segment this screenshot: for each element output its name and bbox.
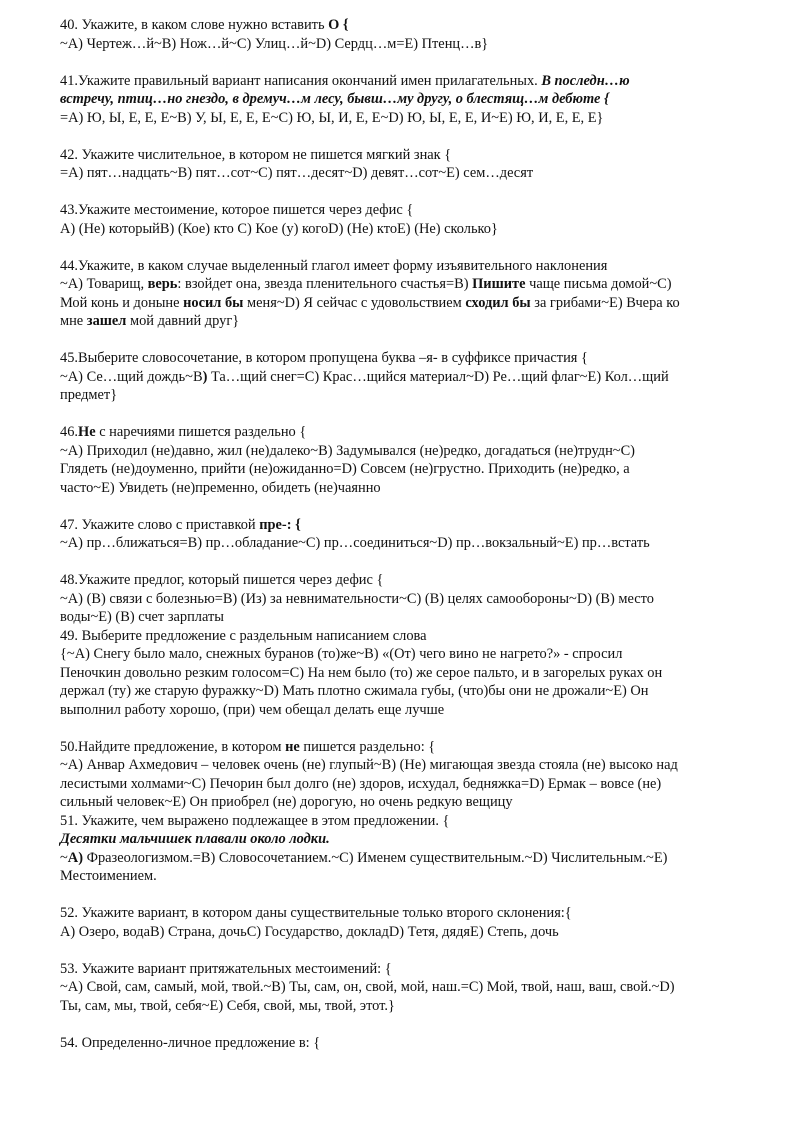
question-line: [60, 1034, 763, 1053]
text-segment: ~А) Приходил (не)давно, жил (не)далеко~В) Задумывался (не)редко, догадаться (не)трудн~С): [60, 442, 635, 459]
text-segment: воды~Е) (В) счет зарплаты: [60, 609, 224, 625]
question-49: [60, 627, 763, 720]
emphasized-text: ): [202, 368, 208, 385]
text-segment: 40. Укажите, в каком слове нужно вставить: [60, 17, 329, 33]
question-47: [60, 516, 763, 553]
text-segment: 41.Укажите правильный вариант написания окончаний имен прилагательных.: [60, 72, 542, 89]
text-segment: ~А) Товарищ,: [60, 276, 148, 292]
question-line: [60, 923, 763, 942]
question-line: [60, 534, 763, 553]
question-line: [60, 645, 763, 664]
question-54: [60, 1034, 763, 1053]
question-line: [60, 627, 763, 646]
emphasized-text: встречу, птиц…но гнездо, в дремуч…м лесу, бывш…му другу, о блестящ…м дебюте {: [60, 91, 609, 107]
question-line: [60, 849, 763, 868]
text-segment: 50.Найдите предложение, в котором: [60, 738, 286, 755]
text-segment: 48.Укажите предлог, который пишется через дефис {: [60, 572, 384, 588]
text-segment: часто~Е) Увидеть (не)пременно, обидеть (не)чаянно: [60, 479, 381, 496]
emphasized-text: В последн…ю: [541, 72, 630, 89]
question-line: [60, 997, 763, 1016]
question-line: [60, 516, 763, 535]
text-segment: мой давний друг}: [126, 313, 240, 329]
text-segment: 49. Выберите предложение с раздельным написанием слова: [60, 627, 427, 644]
question-53: [60, 960, 763, 1016]
text-segment: 42. Укажите числительное, в котором не пишется мягкий знак {: [60, 146, 452, 163]
text-segment: {~А) Снегу было мало, снежных буранов (то)же~В) «(От) чего вино не нагрето?» - спросил: [60, 646, 623, 662]
question-line: [60, 257, 763, 276]
text-segment: Глядеть (не)доуменно, прийти (не)ожиданно=D) Совсем (не)грустно. Приходить (не)редко, а: [60, 461, 630, 477]
text-segment: чаще письма домой~С): [525, 276, 672, 292]
text-segment: сильный человек~Е) Он приобрел (не) дорогую, но очень редкую вещицу: [60, 794, 513, 810]
question-51: [60, 812, 763, 886]
emphasized-text: сходил бы: [465, 294, 531, 311]
question-line: [60, 738, 763, 757]
question-line: [60, 978, 763, 997]
question-line: [60, 479, 763, 498]
text-segment: пишется раздельно: {: [299, 738, 436, 755]
question-40: [60, 16, 763, 53]
question-line: [60, 275, 763, 294]
question-line: [60, 682, 763, 701]
text-segment: : взойдет она, звезда пленительного счастья=В): [177, 276, 473, 292]
emphasized-text: Пишите: [472, 276, 526, 292]
question-line: [60, 812, 763, 831]
text-segment: =А) пят…надцать~В) пят…сот~С) пят…десят~D) девят…сот~Е) сем…десят: [60, 165, 534, 181]
text-segment: выполнил работу хорошо, (при) чем обещал делать еще лучше: [60, 701, 445, 718]
text-segment: держал (ту) же старую фуражку~D) Мать плотно сжимала губы, (что)бы они не дрожали~Е) Он: [60, 683, 649, 699]
question-line: [60, 775, 763, 794]
question-43: [60, 201, 763, 238]
text-segment: 54. Определенно-личное предложение в: {: [60, 1034, 321, 1051]
text-segment: =А) Ю, Ы, Е, Е, Е~В) У, Ы, Е, Е, Е~С) Ю, Ы, И, Е, Е~D) Ю, Ы, Е, Е, И~Е) Ю, И, Е, Е, Е}: [60, 109, 604, 126]
text-segment: 47. Укажите слово с приставкой: [60, 516, 260, 533]
text-segment: 43.Укажите местоимение, которое пишется через дефис {: [60, 202, 414, 218]
question-line: [60, 201, 763, 220]
question-50: [60, 738, 763, 812]
text-segment: с наречиями пишется раздельно {: [95, 424, 307, 440]
question-line: [60, 312, 763, 331]
question-line: [60, 904, 763, 923]
emphasized-text: носил бы: [183, 294, 244, 311]
text-segment: Фразеологизмом.=В) Словосочетанием.~С) Именем существительным.~D) Числительным.~Е): [82, 849, 668, 866]
emphasized-text: Десятки мальчишек плавали около лодки.: [60, 831, 330, 847]
question-line: [60, 16, 763, 35]
question-46: [60, 423, 763, 497]
question-line: [60, 220, 763, 239]
text-segment: 44.Укажите, в каком случае выделенный глагол имеет форму изъявительного наклонения: [60, 257, 608, 274]
question-line: [60, 109, 763, 128]
text-segment: ~А) пр…ближаться=В) пр…обладание~С) пр…соединиться~D) пр…вокзальный~Е) пр…встать: [60, 535, 650, 551]
question-line: [60, 423, 763, 442]
text-segment: предмет}: [60, 387, 118, 403]
text-segment: Местоимением.: [60, 868, 157, 884]
text-segment: А) (Не) которыйВ) (Кое) кто С) Кое (у) когоD) (Не) ктоЕ) (Не) сколько}: [60, 220, 498, 237]
question-line: [60, 460, 763, 479]
question-line: [60, 368, 763, 387]
question-line: [60, 793, 763, 812]
text-segment: 52. Укажите вариант, в котором даны существительные только второго склонения:{: [60, 905, 572, 921]
question-line: [60, 442, 763, 461]
text-segment: Мой конь и доныне: [60, 294, 184, 311]
emphasized-text: О {: [328, 17, 349, 33]
question-line: [60, 830, 763, 849]
question-52: [60, 904, 763, 941]
question-44: [60, 257, 763, 331]
question-line: [60, 294, 763, 313]
question-line: [60, 90, 763, 109]
question-line: [60, 35, 763, 54]
emphasized-text: Не: [78, 424, 96, 440]
question-45: [60, 349, 763, 405]
document-page: [60, 16, 763, 1052]
question-48: [60, 571, 763, 627]
question-line: [60, 664, 763, 683]
text-segment: меня~D) Я сейчас с удовольствием: [243, 294, 466, 311]
emphasized-text: пре-: {: [259, 516, 301, 533]
text-segment: Ты, сам, мы, твой, себя~Е) Себя, свой, мы, твой, этот.}: [60, 997, 395, 1014]
text-segment: ~А) Анвар Ахмедович – человек очень (не) глупый~В) (Не) мигающая звезда стояла (не) высоко над: [60, 757, 678, 773]
text-segment: 45.Выберите словосочетание, в котором пропущена буква –я- в суффиксе причастия {: [60, 350, 588, 366]
question-line: [60, 571, 763, 590]
emphasized-text: верь: [147, 276, 178, 292]
question-line: [60, 960, 763, 979]
question-line: [60, 590, 763, 609]
emphasized-text: не: [285, 738, 300, 755]
text-segment: А) Озеро, водаВ) Страна, дочьС) Государство, докладD) Тетя, дядяЕ) Степь, дочь: [60, 923, 559, 940]
question-line: [60, 756, 763, 775]
text-segment: ~А) Свой, сам, самый, мой, твой.~В) Ты, сам, он, свой, мой, наш.=С) Мой, твой, наш, ваш, свой.~D): [60, 979, 675, 995]
text-segment: лесистыми холмами~С) Печорин был долго (не) здоров, исхудал, бедняжка=D) Ермак – вовсе (не): [60, 775, 662, 792]
question-line: [60, 867, 763, 886]
text-segment: ~: [60, 849, 68, 866]
text-segment: ~А) Чертеж…й~В) Нож…й~С) Улиц…й~D) Сердц…м=Е) Птенц…в}: [60, 35, 489, 52]
question-line: [60, 349, 763, 368]
question-line: [60, 164, 763, 183]
question-42: [60, 146, 763, 183]
text-segment: мне: [60, 313, 87, 329]
text-segment: Пеночкин довольно резким голосом=С) На нем было (то) же серое пальто, и в загорелых руках он: [60, 664, 663, 681]
text-segment: 51. Укажите, чем выражено подлежащее в этом предложении. {: [60, 812, 450, 829]
text-segment: 46.: [60, 424, 78, 440]
text-segment: ~А) Се…щий дождь~В: [60, 368, 203, 385]
question-line: [60, 701, 763, 720]
text-segment: за грибами~Е) Вчера ко: [530, 294, 680, 311]
question-line: [60, 608, 763, 627]
question-line: [60, 146, 763, 165]
text-segment: Та…щий снег=С) Крас…щийся материал~D) Ре…щий флаг~Е) Кол…щий: [207, 368, 669, 385]
question-41: [60, 72, 763, 128]
text-segment: 53. Укажите вариант притяжательных местоимений: {: [60, 960, 392, 977]
emphasized-text: А): [67, 849, 83, 866]
question-line: [60, 72, 763, 91]
question-line: [60, 386, 763, 405]
text-segment: ~А) (В) связи с болезнью=В) (Из) за невнимательности~С) (В) целях самообороны~D) (В) место: [60, 590, 654, 607]
emphasized-text: зашел: [86, 313, 127, 329]
